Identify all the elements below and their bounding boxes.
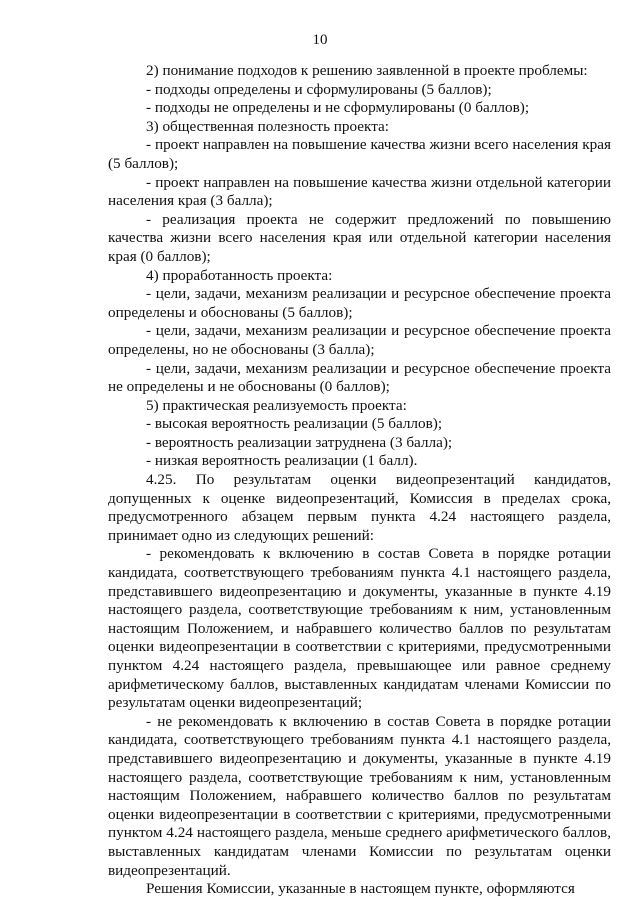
list-item: - низкая вероятность реализации (1 балл). [146, 452, 418, 470]
list-item: - проект направлен на повышение качества жизни всего населения края (5 баллов); [108, 136, 611, 172]
list-item: - цели, задачи, механизм реализации и ресурсное обеспечение проекта не определены и не обоснованы (0 баллов); [108, 359, 611, 396]
criterion-2-heading: 2) понимание подходов к решению заявленной в проекте проблемы: [146, 62, 588, 79]
clause-4-25: 4.25. По результатам оценки видеопрезентаций кандидатов, допущенных к оценке видеопрезентаций, Комиссия в пределах срока, предусмотренного абзацем первым пункта 4.24 настоящего раздела, принимает одно из следующих решений: [108, 471, 611, 544]
list-item: - цели, задачи, механизм реализации и ресурсное обеспечение проекта определены, но не обоснованы (3 балла); [108, 322, 611, 358]
list-item: - подходы не определены и не сформулированы (0 баллов); [146, 99, 530, 117]
list-item: - вероятность реализации затруднена (3 балла); [146, 433, 453, 451]
decision-recommend: - рекомендовать к включению в состав Совета в порядке ротации кандидата, соответствующего требованиям пункта 4.1 настоящего раздела, представившего видеопрезентацию и документы, указанные в пункте 4.19 настоящего раздела, соответствующие требованиям к ним, установленным настоящим Положением, и набравшего количество баллов по результатам оценки видеопрезентации в соответствии с критериями, предусмотренными пунктом 4.24 настоящего раздела, превышающее или равное среднему арифметическому баллов, выставленных кандидатам членами Комиссии по результатам оценки видеопрезентаций; [108, 545, 611, 712]
decision-not-recommend: - не рекомендовать к включению в состав Совета в порядке ротации кандидата, соответствующего требованиям пункта 4.1 настоящего раздела, представившего видеопрезентацию и документы, указанные в пункте 4.19 настоящего раздела, соответствующие требованиям к ним, установленным настоящим Положением, набравшего количество баллов по результатам оценки видеопрезентации в соответствии с критериями, предусмотренными пунктом 4.24 настоящего раздела, меньше среднего арифметического баллов, выставленных кандидатам членами Комиссии по результатам оценки видеопрезентаций. [108, 712, 611, 879]
document-body [108, 62, 611, 899]
list-item: - реализация проекта не содержит предложений по повышению качества жизни всего населения края или отдельной категории населения края (0 баллов); [108, 210, 611, 265]
list-item: - высокая вероятность реализации (5 баллов); [146, 415, 443, 433]
decisions-paragraph: Решения Комиссии, указанные в настоящем пункте, оформляются [146, 880, 575, 898]
criterion-5-heading: 5) практическая реализуемость проекта: [146, 396, 407, 414]
criterion-4-heading: 4) проработанность проекта: [146, 266, 333, 284]
page-number: 10 [312, 32, 328, 48]
list-item: - подходы определены и сформулированы (5 баллов); [146, 80, 492, 98]
list-item: - цели, задачи, механизм реализации и ресурсное обеспечение проекта определены и обоснованы (5 баллов); [108, 285, 611, 321]
list-item: - проект направлен на повышение качества жизни отдельной категории населения края (3 балла); [108, 173, 611, 210]
criterion-3-heading: 3) общественная полезность проекта: [146, 117, 389, 135]
